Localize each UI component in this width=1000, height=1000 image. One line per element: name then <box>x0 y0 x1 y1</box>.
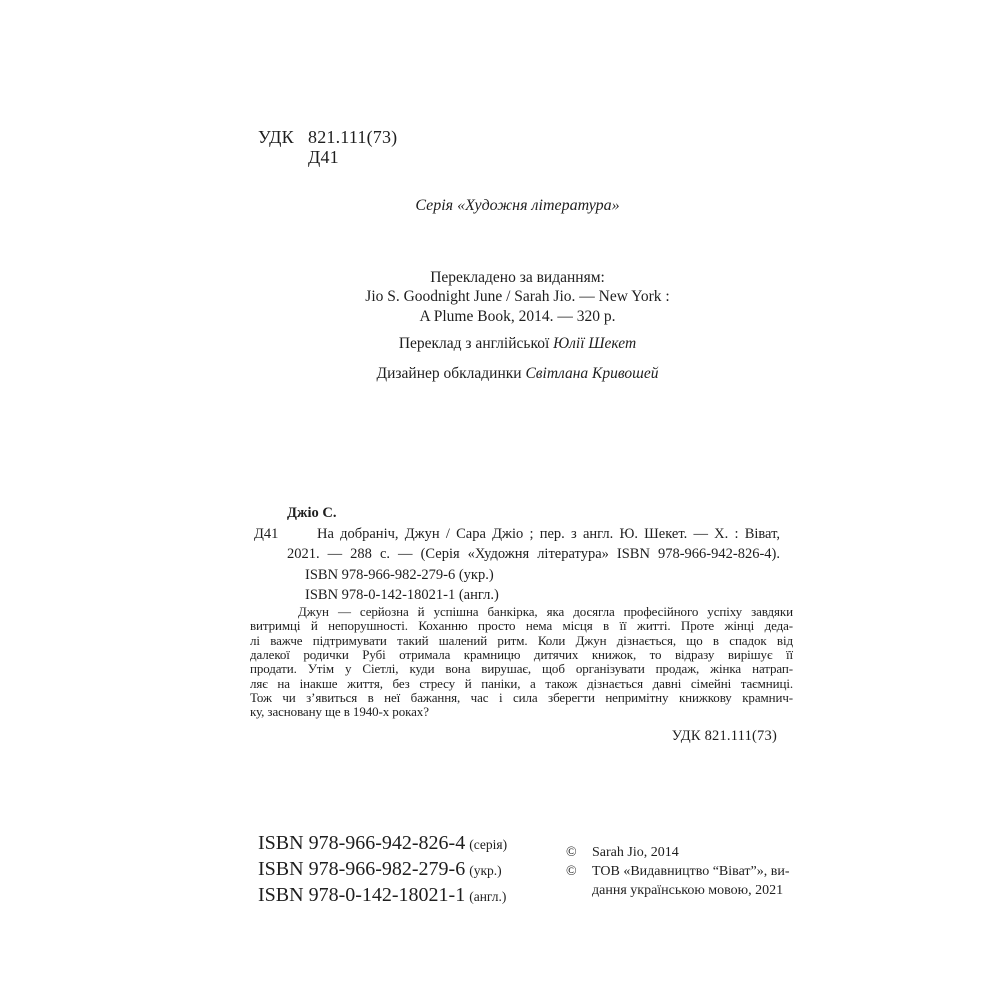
translator-name: Юлії Шекет <box>553 335 637 352</box>
designer-credit-prefix: Дизайнер обкладинки <box>376 365 526 382</box>
copyright-author-row <box>566 843 798 862</box>
text-line: лі важче підтримувати такий шалений ритм. Коли Джун дізнається, що в спадок від <box>250 632 793 648</box>
source-edition-block <box>250 268 785 326</box>
book-annotation <box>250 605 793 720</box>
udk-value: 821.111(73) <box>308 127 398 147</box>
text-line: дання українською мовою, 2021 <box>592 883 784 898</box>
text-line: A Plume Book, 2014. — 320 р. <box>419 307 616 325</box>
isbn-series-line <box>258 831 507 857</box>
catalog-card <box>250 503 780 606</box>
copyright-author-text <box>592 843 798 862</box>
isbn-series-qualifier: (серія) <box>469 837 508 852</box>
copyright-publisher-row <box>566 862 798 900</box>
catalog-entry-line: 2021. — 288 с. — (Серія «Художня література» ISBN 978-966-942-826-4). <box>287 546 780 563</box>
text-line: Перекладено за виданням: <box>430 269 605 286</box>
isbn-series-number: ISBN 978-966-942-826-4 <box>258 832 466 854</box>
udk-classification-top <box>258 127 397 167</box>
isbn-ukr-number: ISBN 978-966-982-279-6 <box>258 858 466 880</box>
designer-name: Світлана Кривошей <box>525 365 659 382</box>
author-sign-code: Д41 <box>308 147 339 167</box>
isbn-ukr-qualifier: (укр.) <box>469 863 502 878</box>
udk-line <box>258 127 397 147</box>
text-line: Тож чи з’явиться в неї бажання, час і сила зберегти непримітну книжкову крамнич- <box>250 690 793 706</box>
text-line: ляє на інакше життя, без стресу й паніки, а також дізнається давні сімейні таємниці. <box>250 675 793 691</box>
isbn-eng-qualifier: (англ.) <box>469 889 507 904</box>
udk-classification-bottom: УДК 821.111(73) <box>671 728 777 744</box>
text-line: продати. Утім у Сіетлі, куди вона вирушає, щоб організувати продаж, жінка натрап- <box>250 661 793 677</box>
cover-designer-credit <box>250 365 785 383</box>
series-title: Серія «Художня література» <box>415 197 620 214</box>
catalog-entry-line: На добраніч, Джун / Сара Джіо ; пер. з англ. Ю. Шекет. — Х. : Віват, <box>317 525 780 542</box>
text-line: далекої родички Рубі отримала крамницю дитячих книжок, то відразу вирішує її <box>250 647 793 663</box>
catalog-code: Д41 <box>254 525 279 542</box>
text-line: ТОВ «Видавництво “Віват”», ви- <box>592 864 790 879</box>
text-line: витримці й непорушності. Коханню просто нема місця в її житті. Проте жінці деда- <box>250 618 793 634</box>
isbn-block <box>258 831 507 909</box>
isbn-eng-line <box>258 883 507 909</box>
copyright-block <box>566 843 798 900</box>
copyright-icon: © <box>566 845 577 860</box>
copyright-icon: © <box>566 864 577 879</box>
isbn-ukr-line <box>258 857 507 883</box>
catalog-author: Джіо С. <box>287 505 337 521</box>
catalog-isbn-ukr: ISBN 978-966-982-279-6 (укр.) <box>305 566 494 583</box>
translator-credit-prefix: Переклад з англійської <box>398 335 554 352</box>
catalog-isbn-eng: ISBN 978-0-142-18021-1 (англ.) <box>305 587 499 604</box>
text-line: Jio S. Goodnight June / Sarah Jio. — New York : <box>365 288 670 306</box>
text-line: Sarah Jio, 2014 <box>592 845 679 860</box>
text-line: Джун — серйозна й успішна банкірка, яка досягла професійного успіху завдяки <box>298 604 793 619</box>
copyright-publisher-text <box>592 862 798 900</box>
udk-label: УДК <box>258 127 294 147</box>
translator-credit <box>250 335 785 353</box>
isbn-eng-number: ISBN 978-0-142-18021-1 <box>258 884 466 906</box>
catalog-body <box>250 524 780 606</box>
text-line: ку, засновану ще в 1940-х роках? <box>250 704 429 720</box>
catalog-entry <box>287 524 780 606</box>
